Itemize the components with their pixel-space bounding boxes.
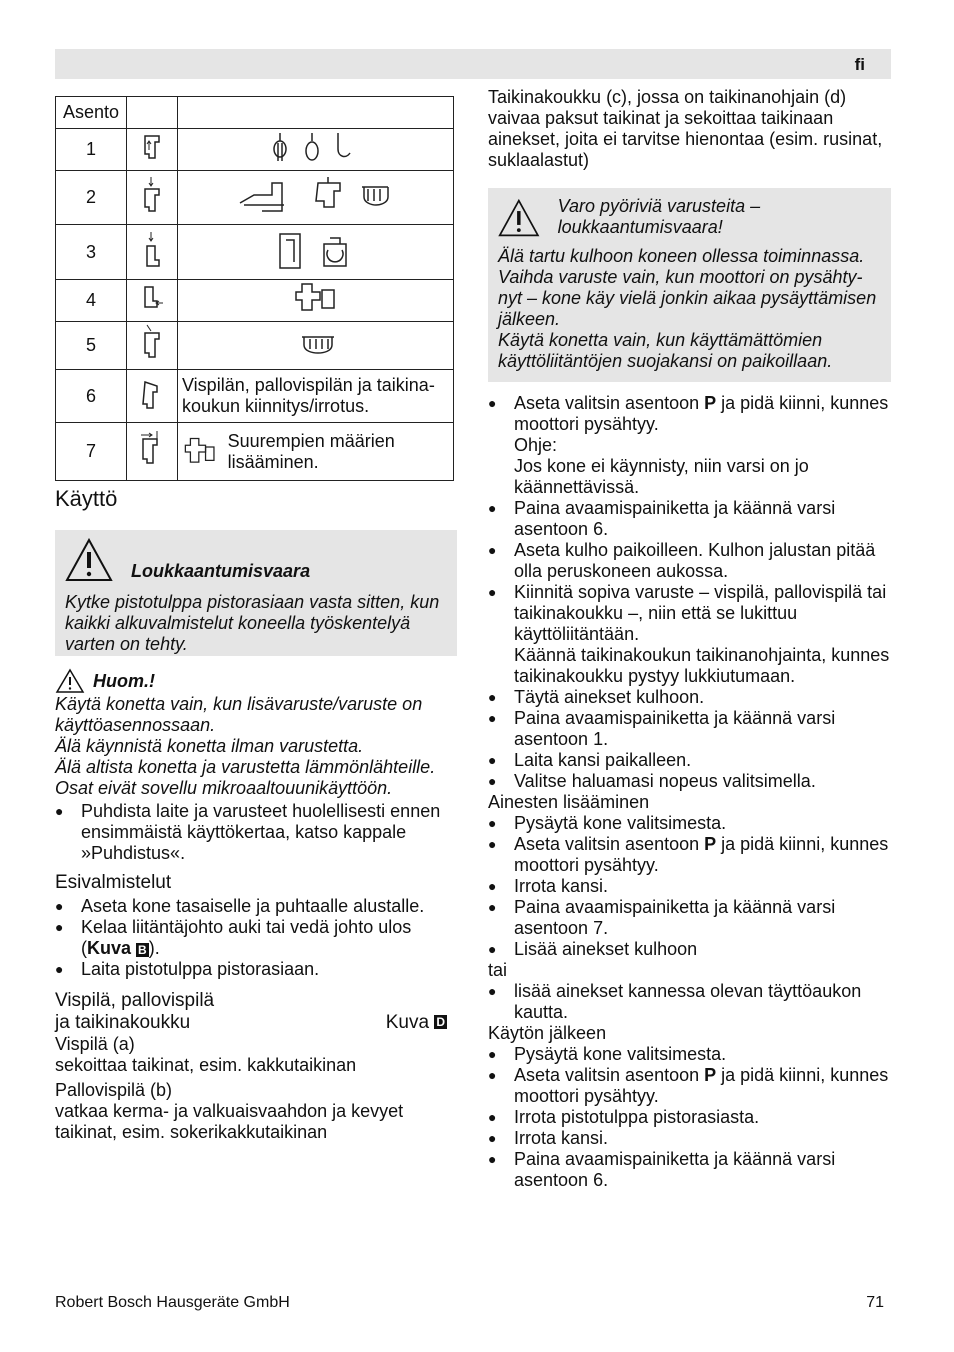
- list-item: ● Lisää ainekset kulhoon: [488, 939, 893, 960]
- section-heading: Esivalmistelut: [55, 872, 172, 893]
- list-item: ● Paina avaamispainiketta ja käännä varsi asentoon 6.: [488, 1149, 893, 1191]
- subheading: Taikinakoukku (c), jossa on taikinanohjain (d): [488, 87, 847, 107]
- list-item: ● Kiinnitä sopiva varuste – vispilä, pallovispilä tai taikinakoukku –, niin että se lukittuu käyttöliitäntään. Käännä taikinakoukun taikinanohjainta, kunnes taikinakoukku pystyy lukkiutumaan.: [488, 582, 893, 687]
- warning-text: Kytke pistotulppa pistorasiaan vasta sitten, kun kaikki alkuvalmistelut koneella työskentelyä varten on tehty.: [65, 592, 440, 654]
- huom-title: Huom.!: [93, 670, 155, 691]
- position-number: 6: [56, 370, 127, 423]
- table-row: [56, 97, 454, 129]
- caution-icon: [55, 668, 85, 694]
- section-heading: ja taikinakoukku: [55, 1012, 191, 1033]
- position-description: Suurempien määrien lisääminen.: [227, 430, 395, 472]
- list-item: ● Puhdista laite ja varusteet huolellisesti ennen ensimmäistä käyttökertaa, katso kappale »Puhdistus«.: [55, 801, 457, 864]
- warning-box: [55, 530, 457, 656]
- list-item: ● Irrota kansi.: [488, 876, 893, 897]
- note-text: Jos kone ei käynnisty, niin varsi on jo käännettävissä.: [514, 456, 809, 497]
- list-item: ● Paina avaamispainiketta ja käännä varsi asentoon 7.: [488, 897, 893, 939]
- table-row: [56, 225, 454, 280]
- bowl-icon: [178, 322, 454, 370]
- list-item: ● Pysäytä kone valitsimesta.: [488, 813, 893, 834]
- table-header-label: Asento: [56, 97, 127, 129]
- subheading: Käytön jälkeen: [488, 1023, 607, 1043]
- list-item: ● lisää ainekset kannessa olevan täyttöaukon kautta.: [488, 981, 893, 1023]
- warning-icon: [498, 196, 540, 240]
- warning-title: Loukkaantumisvaara: [131, 561, 311, 581]
- list-item: ● Täytä ainekset kulhoon.: [488, 687, 893, 708]
- subheading: Pallovispilä (b): [55, 1080, 173, 1100]
- list-item: ● Kelaa liitäntäjohto auki tai vedä johto ulos (Kuva B ).: [55, 917, 457, 959]
- position-number: 7: [56, 423, 127, 481]
- list-item: ● Paina avaamispainiketta ja käännä varsi asentoon 6.: [488, 498, 893, 540]
- note-label: Ohje:: [514, 435, 558, 455]
- arm-position-icon: [127, 370, 178, 423]
- warning-box: [488, 188, 891, 382]
- page-number: 71: [866, 1294, 884, 1311]
- position-number: 2: [56, 171, 127, 225]
- arm-position-icon: [127, 171, 178, 225]
- paragraph: tai: [488, 960, 508, 980]
- attachment-icon: [178, 280, 454, 322]
- table-row: [56, 129, 454, 171]
- huom-line: Käytä konetta vain, kun lisävaruste/varuste on käyttöasennossaan.: [55, 694, 423, 735]
- table-row: [56, 423, 454, 481]
- list-item: ● Laita pistotulppa pistorasiaan.: [55, 959, 457, 980]
- arm-position-icon: [127, 322, 178, 370]
- warning-title: Varo pyöriviä varusteita – loukkaantumisvaara!: [557, 196, 761, 237]
- arm-position-icon: [127, 423, 178, 481]
- position-description: Vispilän, pallovispilän ja taikina-koukun kiinnitys/irrotus.: [178, 370, 454, 423]
- position-number: 4: [56, 280, 127, 322]
- position-number: 3: [56, 225, 127, 280]
- warning-line: Älä tartu kulhoon koneen ollessa toiminnassa.: [498, 246, 865, 266]
- arm-position-icon: [127, 225, 178, 280]
- footer-company: Robert Bosch Hausgeräte GmbH: [55, 1294, 290, 1311]
- arm-position-icon: [127, 129, 178, 171]
- header-bar: [55, 49, 891, 79]
- huom-line: Älä käynnistä konetta ilman varustetta.: [55, 736, 364, 756]
- position-number: 1: [56, 129, 127, 171]
- blender-icons: [178, 225, 454, 280]
- table-row: [56, 370, 454, 423]
- list-item: ● Valitse haluamasi nopeus valitsimella.: [488, 771, 893, 792]
- list-item: ● Laita kansi paikalleen.: [488, 750, 893, 771]
- whisk-icons: [178, 129, 454, 171]
- position-number: 5: [56, 322, 127, 370]
- warning-line: Vaihda varuste vain, kun moottori on pysähty-nyt – kone käy vielä jonkin aikaa pysäyttämisen jälkeen.: [498, 267, 877, 329]
- list-item: ● Aseta valitsin asentoon P ja pidä kiinni, kunnes moottori pysähtyy.: [488, 1065, 893, 1107]
- list-item: ● Irrota pistotulppa pistorasiasta.: [488, 1107, 893, 1128]
- table-row: [56, 280, 454, 322]
- section-heading: Vispilä, pallovispilä: [55, 990, 215, 1011]
- language-code: fi: [854, 55, 865, 74]
- huom-line: Älä altista konetta ja varustetta lämmönlähteille. Osat eivät sovellu mikroaaltouunikäyttöön.: [55, 757, 436, 798]
- figure-letter-badge: B: [138, 943, 147, 957]
- paragraph: vatkaa kerma- ja valkuaisvaahdon ja kevyet taikinat, esim. sokerikakkutaikinan: [55, 1101, 404, 1142]
- warning-line: Käytä konetta vain, kun käyttämättömien käyttöliitäntöjen suojakansi on paikoillaan.: [498, 330, 833, 371]
- list-item: ● Irrota kansi.: [488, 1128, 893, 1149]
- table-row: [56, 171, 454, 225]
- subheading: Vispilä (a): [55, 1034, 135, 1054]
- figure-reference: Kuva D: [385, 1012, 445, 1033]
- list-item: ● Paina avaamispainiketta ja käännä varsi asentoon 1.: [488, 708, 893, 750]
- arm-position-icon: [127, 280, 178, 322]
- list-item: ● Aseta kulho paikoilleen. Kulhon jalustan pitää olla peruskoneen aukossa.: [488, 540, 893, 582]
- position-table: [55, 96, 454, 481]
- list-item: ● Aseta kone tasaiselle ja puhtaalle alustalle.: [55, 896, 457, 917]
- meat-mincer-icons: [178, 171, 454, 225]
- paragraph: sekoittaa taikinat, esim. kakkutaikinan: [55, 1055, 357, 1075]
- list-item: ● Pysäytä kone valitsimesta.: [488, 1044, 893, 1065]
- table-row: [56, 322, 454, 370]
- warning-icon: [65, 538, 113, 582]
- subheading: Ainesten lisääminen: [488, 792, 650, 812]
- paragraph: vaivaa paksut taikinat ja sekoittaa taikinaan ainekset, joita ei tarvitse hienontaa (esim. rusinat, suklaalastut): [488, 108, 883, 170]
- section-title: Käyttö: [55, 486, 118, 511]
- list-item: ● Aseta valitsin asentoon P ja pidä kiinni, kunnes moottori pysähtyy. Ohje: Jos kone ei käynnisty, niin varsi on jo käännettävissä.: [488, 393, 893, 498]
- large-quantity-icon: [182, 434, 216, 470]
- list-item: ● Aseta valitsin asentoon P ja pidä kiinni, kunnes moottori pysähtyy.: [488, 834, 893, 876]
